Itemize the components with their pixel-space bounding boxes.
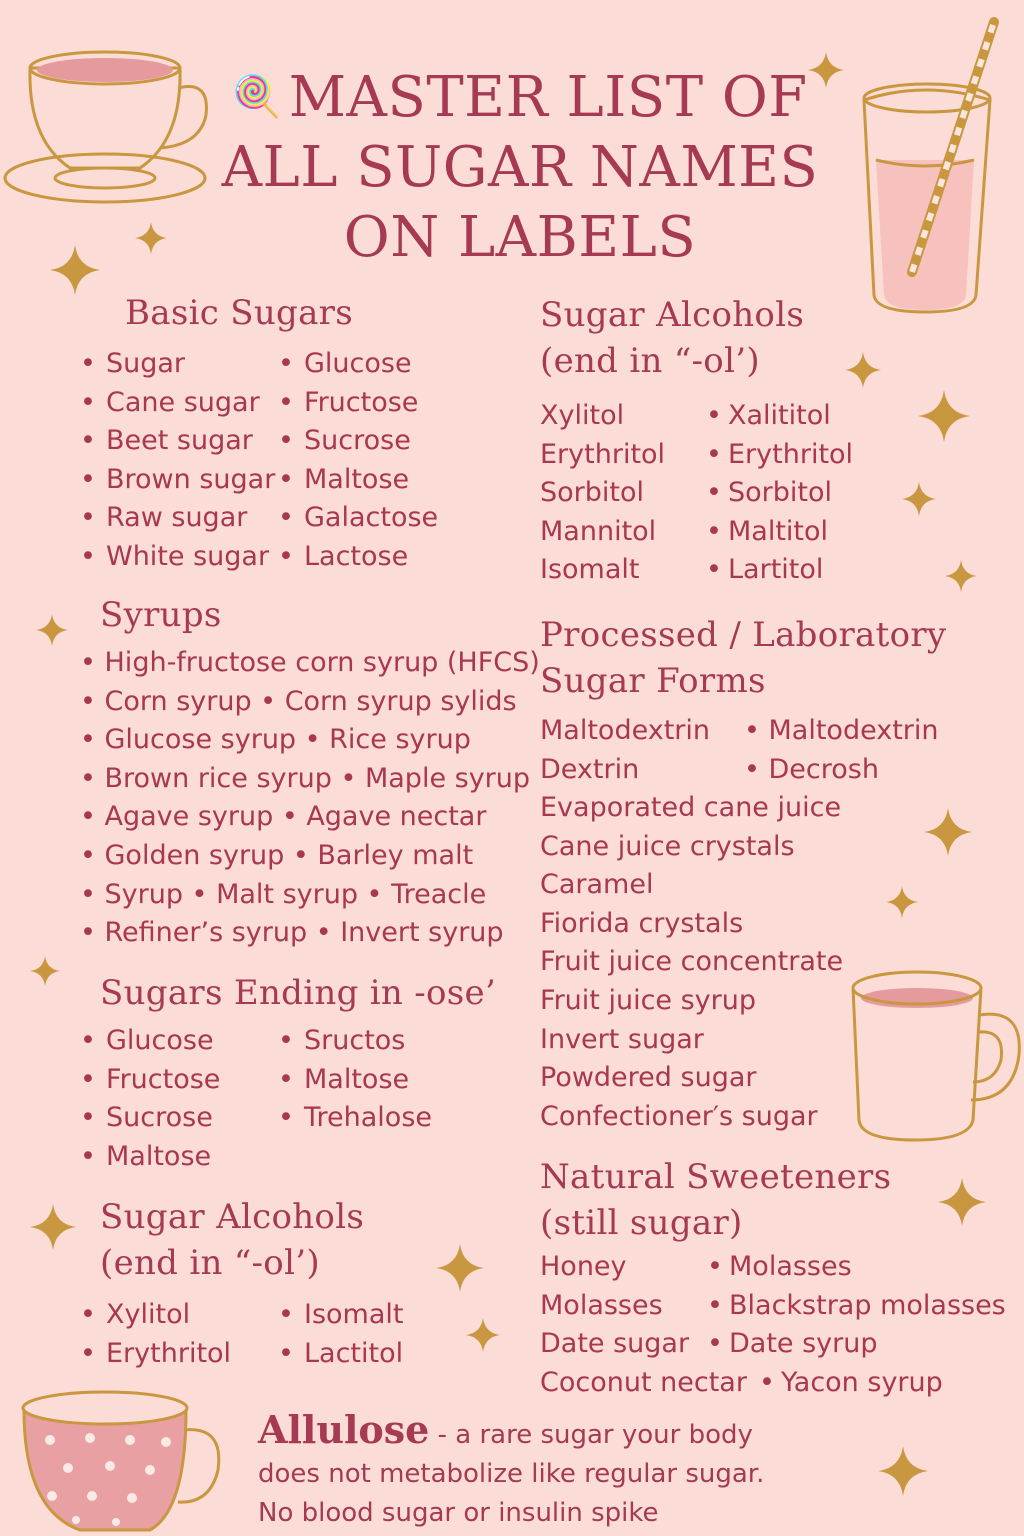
list-item: Isomalt (540, 554, 640, 586)
allulose-title: Allulose (258, 1407, 430, 1452)
list-item: • Beet sugar (80, 422, 275, 461)
syrups-rows (80, 644, 540, 953)
polka-dot-teacup-icon (10, 1380, 230, 1536)
sparkle-icon (918, 390, 970, 442)
list-item: • Refiner’s syrup • Invert syrup (80, 917, 504, 949)
list-item: Coconut nectar (540, 1366, 747, 1398)
list-item: • Galactose (278, 499, 438, 538)
sparkle-icon (466, 1318, 500, 1352)
heading-sugars-ose: Sugars Ending in -ose’ (100, 973, 497, 1013)
list-item: • Molasses (707, 1248, 1006, 1287)
list-item: Maltodextrin • Maltodextrin (540, 715, 939, 746)
list-item: • Maltose (278, 461, 438, 500)
heading-natural: Natural Sweeteners (still sugar) (540, 1157, 892, 1243)
list-item: Molasses (540, 1289, 663, 1321)
list-item: • Glucose (80, 1022, 220, 1061)
list-item: • Brown rice syrup • Maple syrup (80, 762, 531, 794)
sparkle-icon (924, 808, 972, 856)
sparkle-icon (938, 1178, 986, 1226)
list-item: Fruit juice concentrate (540, 946, 844, 978)
processed-pairs (540, 712, 960, 789)
list-item: • Fructose (80, 1061, 220, 1100)
list-item: • Sructos (278, 1022, 432, 1061)
heading-sugar-alcohols-left: Sugar Alcohols (end in “-ol’) (100, 1197, 365, 1283)
list-item: • Sugar (80, 345, 275, 384)
heading-basic-sugars: Basic Sugars (125, 293, 353, 333)
sparkle-icon (135, 222, 167, 254)
list-item: • Sucrose (278, 422, 438, 461)
list-item: • Lartitol (706, 551, 853, 590)
list-item: • Raw sugar (80, 499, 275, 538)
heading-syrups: Syrups (100, 595, 222, 635)
list-item: • Agave syrup • Agave nectar (80, 801, 487, 833)
list-item: Confectioner′s sugar (540, 1100, 818, 1132)
list-item: • Glucose (278, 345, 438, 384)
list-item: • White sugar (80, 538, 275, 577)
sparkle-icon (945, 560, 977, 592)
list-item: • Erythritol (706, 436, 853, 475)
glass-straw-icon (850, 10, 1010, 320)
list-item: • Lactose (278, 538, 438, 577)
ose-col1 (80, 1022, 220, 1176)
heading-sugar-alcohols-right: Sugar Alcohols (end in “-ol’) (540, 295, 805, 381)
list-item: Xylitol (540, 400, 625, 431)
ose-col2 (278, 1022, 432, 1138)
list-item: • Lactitol (278, 1335, 403, 1374)
sparkle-icon (436, 1244, 484, 1292)
alcohols-left-col1 (80, 1296, 231, 1373)
list-item: Erythritol (540, 438, 666, 470)
lollipop-icon: 🍭 (232, 74, 283, 120)
list-item: • Yacon syrup (759, 1364, 1006, 1403)
allulose-note: Allulose - a rare sugar your body does not metabolize like regular sugar. No blood sugar or insulin spike (258, 1407, 765, 1528)
list-item: • Golden syrup • Barley malt (80, 839, 474, 871)
list-item: • Xylitol (80, 1296, 231, 1335)
list-item: • High-fructose corn syrup (HFCS) (80, 647, 540, 678)
list-item: Mannitol (540, 515, 657, 547)
list-item: • Fructose (278, 384, 438, 423)
list-item: Evaporated cane juice (540, 792, 842, 823)
list-item: • Cane sugar (80, 384, 275, 423)
alcohols-right-col1 (540, 397, 665, 590)
sparkle-icon (886, 886, 918, 918)
list-item: Powdered sugar (540, 1062, 757, 1094)
list-item: • Corn syrup • Corn syrup sylids (80, 685, 517, 717)
list-item: • Glucose syrup • Rice syrup (80, 724, 471, 756)
list-item: • Trehalose (278, 1099, 432, 1138)
sparkle-icon (30, 956, 60, 986)
mug-icon (845, 960, 1024, 1150)
list-item: • Erythritol (80, 1335, 231, 1374)
sparkle-icon (36, 614, 68, 646)
natural-col2 (707, 1248, 1006, 1402)
list-item: • Syrup • Malt syrup • Treacle (80, 878, 487, 910)
list-item: Caramel (540, 869, 654, 901)
list-item: • Date syrup (707, 1325, 1006, 1364)
list-item: Honey (540, 1251, 627, 1282)
list-item: Fiorida crystals (540, 907, 744, 939)
basic-sugars-col2 (278, 345, 438, 577)
list-item: • Maltitol (706, 513, 853, 552)
sparkle-icon (30, 1204, 76, 1250)
list-item: • Blackstrap molasses (707, 1287, 1006, 1326)
alcohols-right-col2 (706, 397, 853, 590)
list-item: Dextrin • Decrosh (540, 753, 879, 785)
list-item: Sorbitol (540, 477, 645, 509)
list-item: • Isomalt (278, 1296, 403, 1335)
heading-processed: Processed / Laboratory Sugar Forms (540, 615, 947, 701)
list-item: Fruit juice syrup (540, 984, 756, 1016)
page-title: 🍭 MASTER LIST OF ALL SUGAR NAMES ON LABELS (221, 65, 819, 270)
sparkle-icon (902, 482, 936, 516)
list-item: • Sorbitol (706, 474, 853, 513)
list-item: Cane juice crystals (540, 830, 795, 862)
basic-sugars-col1 (80, 345, 275, 577)
alcohols-left-col2 (278, 1296, 403, 1373)
list-item: • Maltose (80, 1138, 220, 1177)
sparkle-icon (50, 245, 100, 295)
list-item: • Xalititol (706, 397, 853, 436)
processed-items (540, 789, 843, 1136)
list-item: Date sugar (540, 1328, 690, 1360)
list-item: • Sucrose (80, 1099, 220, 1138)
list-item: • Brown sugar (80, 461, 275, 500)
sparkle-icon (845, 352, 881, 388)
list-item: Invert sugar (540, 1023, 704, 1055)
list-item: • Maltose (278, 1061, 432, 1100)
